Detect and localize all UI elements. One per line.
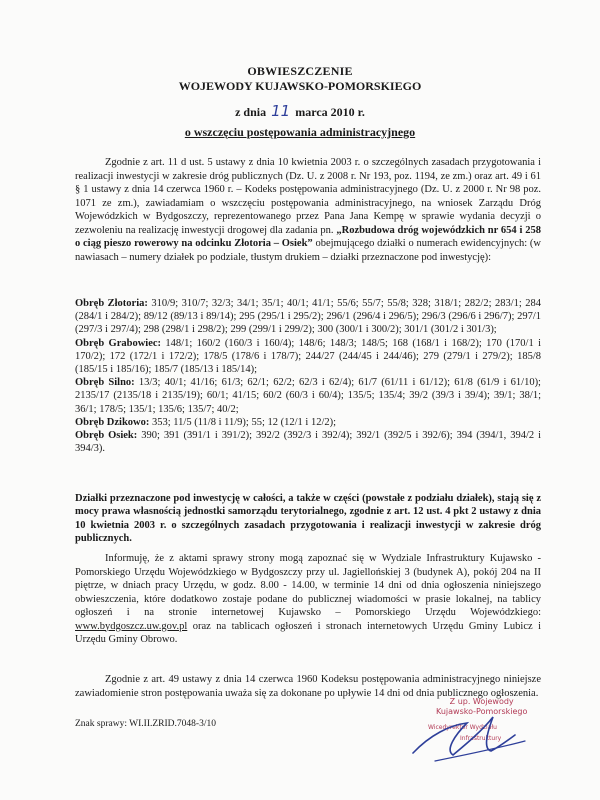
- case-reference: Znak sprawy: WI.II.ZRID.7048-3/10: [75, 719, 216, 729]
- intro-text-1: Zgodnie z art. 11 d ust. 5 ustawy z dnia 10 kwietnia 2003 r. o szczególnych zasadach przygotowania i realizacji inwestycji w zakresie dróg publicznych (Dz. U. z 2008 r. Nr 193, poz. 1194, ze zm.) oraz art. 49 i 61 § 1 ustawy z dnia 14 czerwca 1960 r. – Kodeks postępowania administracyjnego (Dz. U. z 2000 r. Nr 98 poz. 1071 ze zm.), zawiadamiam o wszczęciu postępowania administracyjnego, na wniosek Zarządu Dróg Wojewódzkich w Bydgoszczy, reprezentowanego przez Pana Jana Kempę w sprawie wydania decyzji o zezwoleniu na realizację inwestycji drogowej dla zadania pn.: [75, 157, 541, 236]
- date-day-handwritten: 11: [271, 102, 291, 120]
- date-prefix: z dnia: [235, 105, 267, 119]
- final-paragraph: Zgodnie z art. 49 ustawy z dnia 14 czerwca 1960 Kodeksu postępowania administracyjnego niniejsze zawiadomienie stron postępowania uważa się za dokonane po upływie 14 dni od dnia publicznego ogłoszenia.: [75, 674, 541, 699]
- website-link[interactable]: www.bydgoszcz.uw.gov.pl: [75, 620, 188, 632]
- info-paragraph: [75, 552, 541, 647]
- signature-scribble: [395, 705, 535, 775]
- subject-title: o wszczęciu postępowania administracyjnego: [184, 125, 416, 139]
- stamp-small-line-1: Wicedyrektor Wydziału: [428, 724, 497, 731]
- parcel-group: [75, 416, 541, 429]
- title-notice: OBWIESZCZENIE: [247, 64, 353, 78]
- project-name: „Rozbudowa dróg wojewódzkich nr 654 i 258 o ciąg pieszo rowerowy na odcinku Złotoria – Osiek”: [75, 224, 541, 249]
- stamp-small-line-2: Infrastruktury: [460, 735, 502, 742]
- parcel-list: [75, 297, 541, 455]
- parcel-group-name: Obręb Złotoria:: [75, 298, 148, 309]
- parcel-group-text: 148/1; 160/2 (160/3 i 160/4); 148/6; 148/3; 148/5; 168 (168/1 i 168/2); 170 (170/1 i 170/2); 172 (172/1 i 172/2); 178/5 (178/6 i 178/7); 244/27 (244/45 i 244/46); 279 (279/1 i 279/2); 185/8 (185/15 i 185/16); 185/7 (185/13 i 185/14);: [75, 337, 541, 376]
- parcel-group-text: 390; 391 (391/1 i 391/2); 392/2 (392/3 i 392/4); 392/1 (392/5 i 392/6); 394 (394/1, 394/2 i 394/3).: [75, 430, 541, 455]
- parcel-group-text: 13/3; 40/1; 41/16; 61/3; 62/1; 62/2; 62/3 i 62/4); 61/7 (61/11 i 61/12); 61/8 (61/9 i 61/10); 2135/17 (2135/18 i 2135/19); 60/1; 41/15; 60/2 (60/3 i 60/4); 135/5; 135/4; 39/2 (39/3 i 39/4); 39/1; 38/1; 36/1; 178/5; 135/1; 135/6; 135/7; 40/2;: [75, 377, 541, 415]
- parcel-group: [75, 297, 541, 337]
- parcel-group-text: 310/9; 310/7; 32/3; 34/1; 35/1; 40/1; 41/1; 55/6; 55/7; 55/8; 328; 318/1; 282/2; 283/1; 284 (284/1 i 284/2); 89/12 (89/13 i 89/14); 295 (295/1 i 295/2); 296/1 (296/4 i 296/5); 296/3 (296/6 i 296/7); 297/1 (297/3 i 297/4); 298 (298/1 i 298/2); 299 (299/1 i 299/2); 300 (300/1 i 300/2); 301/1 (301/2 i 301/3);: [75, 298, 541, 336]
- title-issuer: WOJEWODY KUJAWSKO-POMORSKIEGO: [178, 79, 422, 93]
- parcel-group-name: Obręb Dzikowo:: [75, 416, 150, 428]
- info-text-2: oraz na tablicach ogłoszeń i stronach internetowych Urzędu Gminy Lubicz i Urzędu Gminy Obrowo.: [75, 620, 541, 645]
- intro-paragraph: [75, 156, 541, 264]
- parcel-group-name: Obręb Osiek:: [75, 430, 138, 442]
- info-text-1: Informuję, że z aktami sprawy strony mogą zapoznać się w Wydziale Infrastruktury Kujawsko - Pomorskiego Urzędu Wojewódzkiego w Bydgoszczy przy ul. Jagiellońskiej 3 (budynek A), pokój 204 na II piętrze, w dniach pracy Urzędu, w godz. 8.00 - 14.00, w terminie 14 dni od dnia ogłoszenia niniejszego obwieszczenia, które dodatkowo zostaje podane do publicznej wiadomości w prasie lokalnej, na tablicy ogłoszeń i na stronie internetowej Kujawsko – Pomorskiego Urzędu Wojewódzkiego:: [75, 553, 541, 618]
- stamp-line-1: Z up. Wojewody: [449, 697, 514, 706]
- parcel-group-text: 353; 11/5 (11/8 i 11/9); 55; 12 (12/1 i 12/2);: [149, 416, 337, 428]
- date-suffix: marca 2010 r.: [295, 105, 365, 119]
- parcel-group: [75, 337, 541, 377]
- parcel-group-name: Obręb Grabowiec:: [75, 337, 162, 349]
- intro-text-2: obejmującego działki o numerach ewidencyjnych: (w nawiasach – numery działek po podziale, tłustym drukiem – działki przeznaczone pod inwestycję):: [75, 238, 541, 263]
- ownership-paragraph: Działki przeznaczone pod inwestycję w całości, a także w części (powstałe z podziału działek), stają się z mocy prawa własnością jednostki samorządu terytorialnego, zgodnie z art. 12 ust. 4 pkt 2 ustawy z dnia 10 kwietnia 2003 r. o szczególnych zasadach przygotowania i realizacji inwestycji w zakresie dróg publicznych.: [75, 493, 541, 545]
- date-line: [0, 102, 600, 120]
- parcel-group-name: Obręb Silno:: [75, 377, 135, 389]
- parcel-group: [75, 376, 541, 416]
- stamp-line-2: Kujawsko-Pomorskiego: [436, 707, 528, 716]
- parcel-group: [75, 429, 541, 455]
